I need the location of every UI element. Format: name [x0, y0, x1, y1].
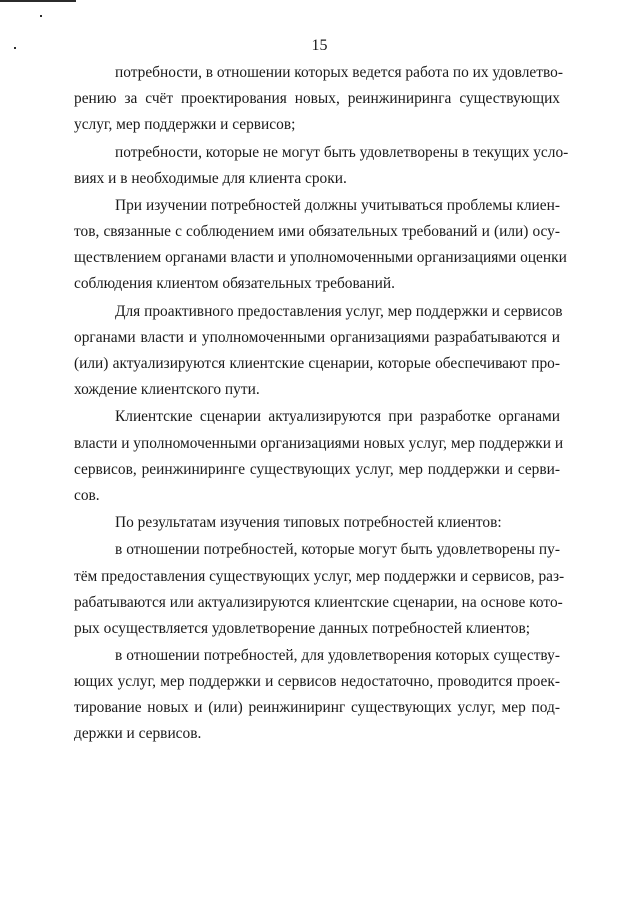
text-line: хождение клиентского пути.	[74, 381, 260, 399]
paragraph	[74, 510, 560, 536]
text-line: услуг, мер поддержки и сервисов;	[74, 116, 296, 134]
text-line: держки и сервисов.	[74, 725, 202, 743]
text-line: потребности, в отношении которых ведется работа по их удовлетво-	[115, 64, 563, 81]
text-line: тирование новых и (или) реинжиниринг существующих услуг, мер под-	[74, 699, 560, 717]
paragraph	[74, 537, 565, 641]
text-line: соблюдения клиентом обязательных требований.	[74, 275, 395, 293]
paragraph	[74, 404, 564, 508]
text-line: сервисов, реинжиниринге существующих услуг, мер поддержки и серви-	[74, 460, 560, 478]
text-line: рабатываются или актуализируются клиентские сценарии, на основе кото-	[74, 593, 563, 611]
text-line: в отношении потребностей, которые могут быть удовлетворены пу-	[115, 541, 560, 559]
text-line: власти и уполномоченными организациями новых услуг, мер поддержки и	[74, 434, 564, 452]
text-line: сов.	[74, 486, 100, 504]
paragraph	[74, 193, 567, 297]
text-line: ществлением органами власти и уполномоченными организациями оценки	[74, 249, 567, 267]
text-line: Для проактивного предоставления услуг, мер поддержки и сервисов	[115, 302, 563, 320]
text-line: тов, связанные с соблюдением ими обязательных требований и (или) осу-	[74, 223, 560, 241]
text-line: рых осуществляется удовлетворение данных потребностей клиентов;	[74, 619, 531, 637]
text-line: (или) актуализируются клиентские сценарии, которые обеспечивают про-	[74, 354, 560, 372]
scan-edge-mark	[0, 0, 76, 2]
text-line: тём предоставления существующих услуг, мер поддержки и сервисов, раз-	[74, 567, 565, 585]
text-line: По результатам изучения типовых потребностей клиентов:	[115, 514, 502, 532]
text-line: рению за счёт проектирования новых, реинжиниринга существующих	[74, 90, 560, 108]
text-line: потребности, которые не могут быть удовлетворены в текущих усло-	[115, 143, 569, 161]
paragraph	[74, 140, 569, 192]
paragraph	[74, 299, 563, 403]
text-line: в отношении потребностей, для удовлетворения которых существу-	[115, 647, 560, 665]
scan-speck	[40, 15, 42, 17]
paragraph	[74, 60, 563, 138]
document-body	[74, 60, 569, 748]
text-line: Клиентские сценарии актуализируются при разработке органами	[115, 408, 560, 426]
text-line: ющих услуг, мер поддержки и сервисов недостаточно, проводится проек-	[74, 673, 560, 691]
text-line: виях и в необходимые для клиента сроки.	[74, 169, 347, 187]
text-line: При изучении потребностей должны учитываться проблемы клиен-	[115, 197, 560, 215]
paragraph	[74, 643, 560, 747]
page-number: 15	[311, 37, 328, 54]
text-line: органами власти и уполномоченными организациями разрабатываются и	[74, 328, 560, 346]
